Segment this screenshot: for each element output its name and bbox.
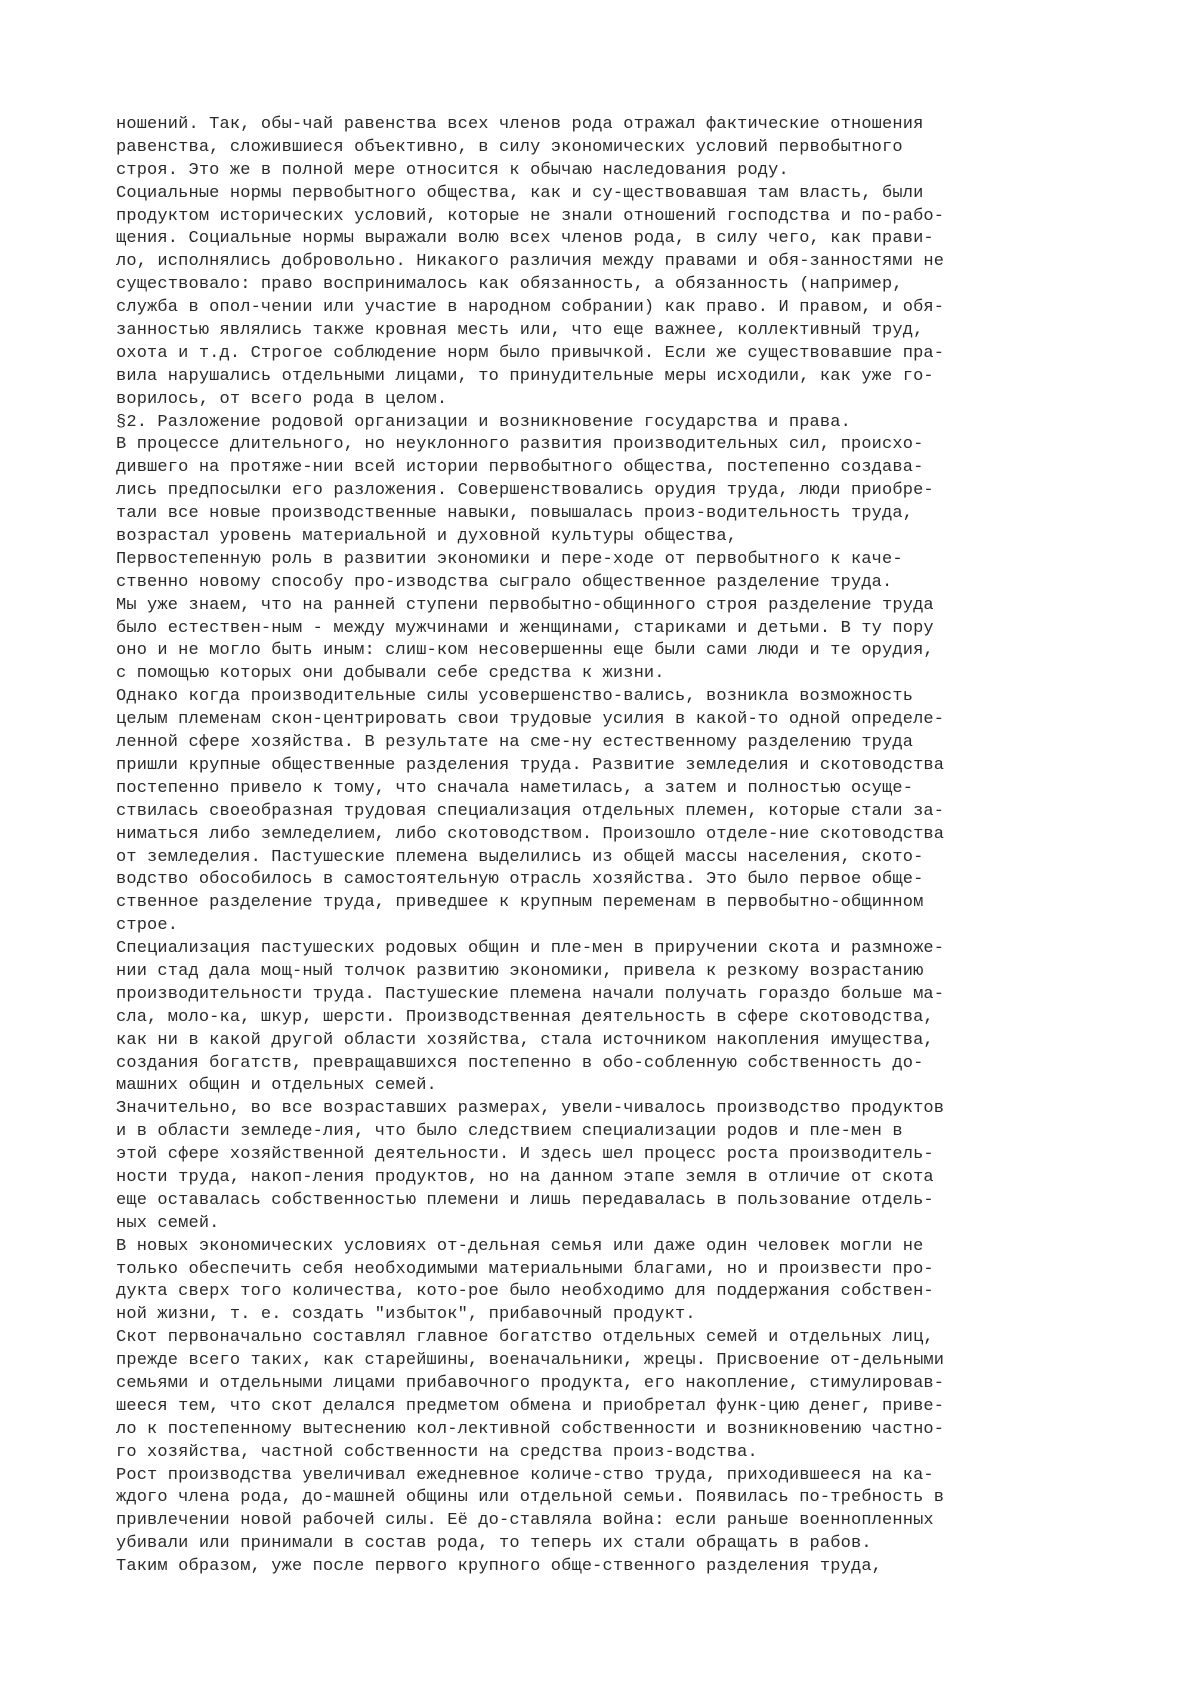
text-line: шееся тем, что скот делался предметом обмена и приобретал функ-цию денег, приве- — [116, 1396, 945, 1416]
text-line: строя. Это же в полной мере относится к обычаю наследования роду. — [116, 160, 789, 180]
text-line: ной жизни, т. е. создать "избыток", прибавочный продукт. — [116, 1305, 696, 1325]
text-line: Рост производства увеличивал ежедневное количе-ство труда, приходившееся на ка- — [116, 1465, 934, 1485]
text-line: Специализация пастушеских родовых общин и пле-мен в приручении скота и размноже- — [116, 939, 945, 959]
text-line: ло к постепенному вытеснению кол-лективной собственности и возникновению частно- — [116, 1419, 945, 1439]
text-line: занностью являлись также кровная месть или, что еще важнее, коллективный труд, — [116, 321, 924, 341]
text-line: ленной сфере хозяйства. В результате на сме-ну естественному разделению труда — [116, 733, 914, 753]
text-line: Значительно, во все возраставших размерах, увели-чивалось производство продуктов — [116, 1099, 945, 1119]
text-line: ности труда, накоп-ления продуктов, но на данном этапе земля в отличие от скота — [116, 1167, 934, 1187]
text-line: Скот первоначально составлял главное богатство отдельных семей и отдельных лиц, — [116, 1328, 934, 1348]
text-line: дившего на протяже-нии всей истории первобытного общества, постепенно создава- — [116, 458, 924, 478]
text-line: ждого члена рода, до-машней общины или отдельной семьи. Появилась по-требность в — [116, 1488, 945, 1508]
text-line: ственное разделение труда, приведшее к крупным переменам в первобытно-общинном — [116, 893, 924, 913]
text-line: ственно новому способу про-изводства сыграло общественное разделение труда. — [116, 572, 893, 592]
text-line: пришли крупные общественные разделения труда. Развитие земледелия и скотоводства — [116, 755, 945, 775]
text-line: Мы уже знаем, что на ранней ступени первобытно-общинного строя разделение труда — [116, 595, 934, 615]
text-line: убивали или принимали в состав рода, то теперь их стали обращать в рабов. — [116, 1534, 872, 1554]
text-line: ных семей. — [116, 1213, 220, 1233]
text-line: ниматься либо земледелием, либо скотоводством. Произошло отделе-ние скотоводства — [116, 824, 945, 844]
document-text — [116, 114, 1116, 1579]
text-line: существовало: право воспринималось как обязанность, а обязанность (например, — [116, 275, 903, 295]
text-line: строе. — [116, 916, 179, 936]
text-line: Социальные нормы первобытного общества, как и су-ществовавшая там власть, были — [116, 183, 924, 203]
text-line: нии стад дала мощ-ный толчок развитию экономики, привела к резкому возрастанию — [116, 961, 924, 981]
text-line: ло, исполнялись добровольно. Никакого различия между правами и обя-занностями не — [116, 252, 945, 272]
text-line: щения. Социальные нормы выражали волю всех членов рода, в силу чего, как прави- — [116, 229, 934, 249]
text-line: возрастал уровень материальной и духовной культуры общества, — [116, 527, 738, 547]
text-line: ворилось, от всего рода в целом. — [116, 389, 448, 409]
text-line: продуктом исторических условий, которые не знали отношений господства и по-рабо- — [116, 206, 945, 226]
text-line: водство обособилось в самостоятельную отрасль хозяйства. Это было первое обще- — [116, 870, 924, 890]
text-line: охота и т.д. Строгое соблюдение норм было привычкой. Если же существовавшие пра- — [116, 343, 945, 363]
text-line: вила нарушались отдельными лицами, то принудительные меры исходили, как уже го- — [116, 366, 934, 386]
text-line: §2. Разложение родовой организации и возникновение государства и права. — [116, 412, 851, 432]
text-line: ношений. Так, обы-чай равенства всех членов рода отражал фактические отношения — [116, 115, 924, 134]
text-line: машних общин и отдельных семей. — [116, 1076, 437, 1096]
text-line: целым племенам скон-центрировать свои трудовые усилия в какой-то одной определе- — [116, 710, 945, 730]
text-line: еще оставалась собственностью племени и лишь передавалась в пользование отдель- — [116, 1190, 934, 1210]
text-line: лись предпосылки его разложения. Совершенствовались орудия труда, люди приобре- — [116, 481, 934, 501]
text-line: создания богатств, превращавшихся постепенно в обо-собленную собственность до- — [116, 1053, 924, 1073]
text-line: В процессе длительного, но неуклонного развития производительных сил, происхо- — [116, 435, 924, 455]
text-line: го хозяйства, частной собственности на средства произ-водства. — [116, 1442, 758, 1462]
text-line: как ни в какой другой области хозяйства, стала источником накопления имущества, — [116, 1030, 934, 1050]
text-line: прежде всего таких, как старейшины, военачальники, жрецы. Присвоение от-дельными — [116, 1351, 945, 1371]
text-line: семьями и отдельными лицами прибавочного продукта, его накопление, стимулировав- — [116, 1373, 945, 1393]
text-line: Однако когда производительные силы усовершенство-вались, возникла возможность — [116, 687, 914, 707]
text-line: сла, моло-ка, шкур, шерсти. Производственная деятельность в сфере скотоводства, — [116, 1007, 934, 1027]
text-line: Таким образом, уже после первого крупного обще-ственного разделения труда, — [116, 1557, 883, 1577]
text-line: равенства, сложившиеся объективно, в силу экономических условий первобытного — [116, 137, 903, 157]
text-line: постепенно привело к тому, что сначала наметилась, а затем и полностью осуще- — [116, 778, 914, 798]
text-line: дукта сверх того количества, кото-рое было необходимо для поддержания собствен- — [116, 1282, 934, 1302]
text-line: привлечении новой рабочей силы. Её до-ставляла война: если раньше военнопленных — [116, 1511, 934, 1531]
text-line: тали все новые производственные навыки, повышалась произ-водительность труда, — [116, 504, 914, 524]
text-line: ствилась своеобразная трудовая специализация отдельных племен, которые стали за- — [116, 801, 945, 821]
text-line: с помощью которых они добывали себе средства к жизни. — [116, 664, 665, 684]
text-line: было естествен-ным - между мужчинами и женщинами, стариками и детьми. В ту пору — [116, 618, 934, 638]
text-line: только обеспечить себя необходимыми материальными благами, но и произвести про- — [116, 1259, 934, 1279]
text-line: Первостепенную роль в развитии экономики и пере-ходе от первобытного к каче- — [116, 549, 903, 569]
text-line: и в области земледе-лия, что было следствием специализации родов и пле-мен в — [116, 1122, 903, 1142]
text-line: этой сфере хозяйственной деятельности. И здесь шел процесс роста производитель- — [116, 1145, 934, 1165]
text-line: В новых экономических условиях от-дельная семья или даже один человек могли не — [116, 1236, 924, 1256]
text-line: производительности труда. Пастушеские племена начали получать гораздо больше ма- — [116, 984, 945, 1004]
text-line: оно и не могло быть иным: слиш-ком несовершенны еще были сами люди и те орудия, — [116, 641, 934, 661]
text-line: от земледелия. Пастушеские племена выделились из общей массы населения, ското- — [116, 847, 924, 867]
text-line: служба в опол-чении или участие в народном собрании) как право. И правом, и обя- — [116, 298, 945, 318]
